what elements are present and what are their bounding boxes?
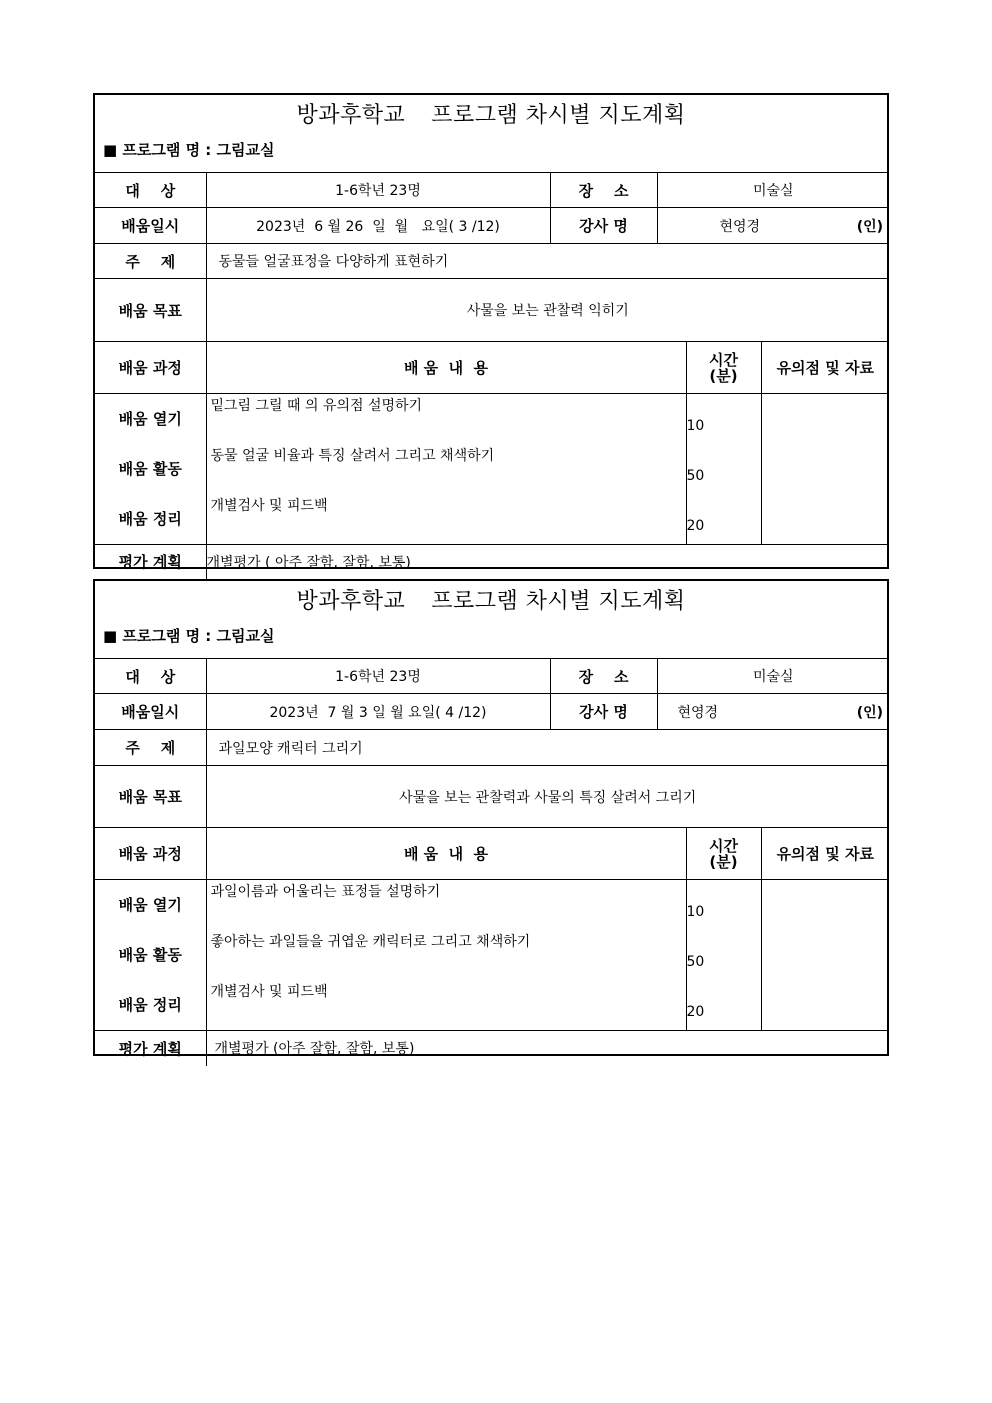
place-value: 미술실 — [657, 659, 889, 694]
time-label-1: 시간 — [709, 350, 738, 369]
step-time: 10 — [686, 904, 705, 920]
plan-title — [95, 581, 887, 623]
seal-mark: (인) — [856, 218, 884, 235]
plan-table — [95, 172, 889, 579]
goal-label: 배움 목표 — [95, 279, 206, 342]
plan-table — [95, 658, 889, 1066]
step-time: 50 — [686, 954, 705, 970]
seal-mark: (인) — [856, 704, 884, 721]
plan-title — [95, 95, 887, 137]
time-label — [686, 342, 761, 394]
eval-value: 개별평가 (아주 잘함, 잘함, 보통) — [206, 1031, 889, 1066]
teacher-label: 강사 명 — [550, 694, 657, 730]
process-label: 배움 과정 — [95, 342, 206, 394]
goal-value: 사물을 보는 관찰력 익히기 — [206, 279, 889, 342]
step-label: 배움 열기 — [118, 410, 182, 428]
target-label: 대 상 — [95, 173, 206, 208]
plan-title-b: 프로그램 차시별 지도계획 — [431, 103, 686, 128]
time-label-2: (분) — [709, 366, 738, 385]
step-time: 50 — [686, 468, 705, 484]
step-time: 20 — [686, 518, 705, 534]
time-label-2: (분) — [709, 852, 738, 871]
teacher-value: 현영경 — [719, 218, 761, 235]
step-label: 배움 정리 — [118, 996, 182, 1014]
lesson-plan-1 — [93, 93, 889, 572]
step-times — [686, 880, 761, 1031]
date-value: 2023년 6 월 26 일 월 요일( 3 /12) — [206, 208, 550, 244]
place-label: 장 소 — [550, 173, 657, 208]
date-label: 배움일시 — [95, 208, 206, 244]
program-name: ■ 프로그램 명 : 그림교실 — [103, 141, 275, 159]
teacher-value: 현영경 — [677, 704, 719, 721]
step-time: 10 — [686, 418, 705, 434]
step-content: 개별검사 및 피드백 — [210, 498, 328, 514]
topic-value: 동물들 얼굴표정을 다양하게 표현하기 — [206, 244, 889, 279]
eval-label: 평가 계획 — [95, 545, 206, 579]
target-label: 대 상 — [95, 659, 206, 694]
step-label: 배움 활동 — [118, 460, 182, 478]
teacher-label: 강사 명 — [550, 208, 657, 244]
time-label — [686, 828, 761, 880]
step-time: 20 — [686, 1004, 705, 1020]
eval-value: 개별평가 ( 아주 잘함, 잘함, 보통) — [206, 545, 889, 579]
content-label: 배 움 내 용 — [206, 342, 686, 394]
date-label: 배움일시 — [95, 694, 206, 730]
plan-title-b: 프로그램 차시별 지도계획 — [431, 589, 686, 614]
teacher-cell — [657, 208, 889, 244]
step-content: 개별검사 및 피드백 — [210, 984, 328, 1000]
step-labels — [95, 394, 206, 545]
target-value: 1-6학년 23명 — [206, 173, 550, 208]
lesson-plan-2 — [93, 579, 889, 1056]
notes-cell — [761, 394, 889, 545]
step-content: 동물 얼굴 비율과 특징 살려서 그리고 채색하기 — [210, 448, 495, 464]
step-content: 밑그림 그릴 때 의 유의점 설명하기 — [210, 398, 423, 414]
goal-value: 사물을 보는 관찰력과 사물의 특징 살려서 그리기 — [206, 766, 889, 828]
step-contents — [206, 880, 686, 1031]
step-times — [686, 394, 761, 545]
time-label-1: 시간 — [709, 836, 738, 855]
eval-label: 평가 계획 — [95, 1031, 206, 1066]
notes-label: 유의점 및 자료 — [761, 828, 889, 880]
topic-label: 주 제 — [95, 244, 206, 279]
step-content: 좋아하는 과일들을 귀엽운 캐릭터로 그리고 채색하기 — [210, 934, 531, 950]
notes-label: 유의점 및 자료 — [761, 342, 889, 394]
topic-label: 주 제 — [95, 730, 206, 766]
goal-label: 배움 목표 — [95, 766, 206, 828]
step-label: 배움 정리 — [118, 510, 182, 528]
step-label: 배움 열기 — [118, 896, 182, 914]
process-label: 배움 과정 — [95, 828, 206, 880]
program-name: ■ 프로그램 명 : 그림교실 — [103, 627, 275, 645]
teacher-cell — [657, 694, 889, 730]
date-value: 2023년 7 월 3 일 월 요일( 4 /12) — [206, 694, 550, 730]
place-label: 장 소 — [550, 659, 657, 694]
place-value: 미술실 — [657, 173, 889, 208]
content-label: 배 움 내 용 — [206, 828, 686, 880]
notes-cell — [761, 880, 889, 1031]
step-label: 배움 활동 — [118, 946, 182, 964]
topic-value: 과일모양 캐릭터 그리기 — [206, 730, 889, 766]
plan-title-a: 방과후학교 — [296, 103, 406, 128]
plan-title-a: 방과후학교 — [296, 589, 406, 614]
step-labels — [95, 880, 206, 1031]
target-value: 1-6학년 23명 — [206, 659, 550, 694]
step-content: 과일이름과 어울리는 표정들 설명하기 — [210, 884, 441, 900]
step-contents — [206, 394, 686, 545]
